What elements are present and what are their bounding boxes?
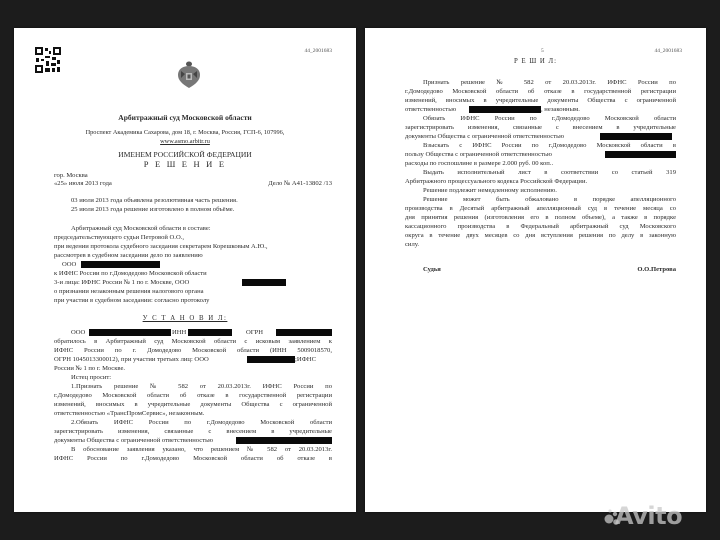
body-line: ИФНС России по г. Домодедово Московской области (ИНН 5009018570, <box>54 347 332 354</box>
decided-heading: Р Е Ш И Л: <box>514 58 557 65</box>
ruling-line: кассационного производства в Федеральный арбитражный суд Московского <box>405 223 676 230</box>
composition-line: о признании незаконным решения налогового органа <box>54 288 204 295</box>
ruling-line: пользу Общества с ограниченной ответственностью <box>405 151 552 158</box>
judge-name: О.О.Петрова <box>637 266 676 273</box>
ruling-line: Решение подлежит немедленному исполнению. <box>423 187 557 194</box>
composition-line: Арбитражный суд Московской области в составе: <box>71 225 211 232</box>
body-line: В обоснование заявления указано, что решением № 582 от 20.03.2013г. <box>71 446 332 453</box>
body-line: 1.Признать решение № 582 от 20.03.2013г. ИФНС России по <box>71 383 332 390</box>
composition-line: при ведении протокола судебного заседания секретарем Корешковым А.Ю., <box>54 243 268 250</box>
redacted-block <box>247 356 295 363</box>
body-line: ИФНС России по г.Домодедово Московской области об отказе в <box>54 455 332 462</box>
body-line: Истец просит: <box>71 374 112 381</box>
page-number: 5 <box>541 48 544 54</box>
decision-date: «25» июля 2013 года <box>54 180 112 187</box>
ruling-line: документы Общества с ограниченной ответственностью <box>405 133 565 140</box>
body-line: зарегистрировать изменения, связанные с внесением в учредительные <box>54 428 332 435</box>
ruling-line: дня принятия решения (изготовления его в полном объеме), а также в порядке <box>405 214 676 221</box>
redacted-block <box>469 106 541 113</box>
document-id: 44_2001683 <box>304 48 332 54</box>
court-address: Проспект Академика Сахарова, дом 18, г. Москва, Россия, ГСП-6, 107996, <box>85 129 285 136</box>
ruling-line: производства в Десятый арбитражный апелляционный суд в течение месяца со <box>405 205 676 212</box>
watermark-text: Avito <box>615 502 683 530</box>
document-title: Р Е Ш Е Н И Е <box>143 159 227 169</box>
redacted-block <box>236 437 332 444</box>
ruling-line: , незаконным. <box>541 106 580 113</box>
ruling-line: г.Домодедово Московской области об отказе в государственной регистрации <box>405 88 676 95</box>
court-website-link[interactable]: www.asmo.arbitr.ru <box>160 138 210 145</box>
composition-line: 3-и лица: ИФНС России № 1 по г. Москве, ООО <box>54 279 190 286</box>
ruling-line: Решение может быть обжаловано в порядке апелляционного <box>423 196 676 203</box>
case-number: Дело № А41-13802 /13 <box>268 180 332 187</box>
body-line: России № 1 по г. Москве. <box>54 365 126 372</box>
composition-line: к ИФНС России по г.Домодедово Московской области <box>54 270 207 277</box>
ruling-line: Признать решение № 582 от 20.03.2013г. ИФНС России по <box>423 79 676 86</box>
redacted-block <box>242 279 286 286</box>
body-line: документы Общества с ограниченной ответственностью <box>54 437 214 444</box>
composition-line: при участии в судебном заседании: согласно протоколу <box>54 297 210 304</box>
operative-part-date: 03 июля 2013 года объявлена резолютивная часть решения. <box>71 197 238 204</box>
document-page-5 <box>365 28 706 512</box>
ruling-line: ответственностью <box>405 106 457 113</box>
body-line: 2.Обязать ИФНС России по г.Домодедово Московской области <box>71 419 332 426</box>
redacted-block <box>600 133 672 140</box>
ruling-line: округа в течение двух месяцев со дня вступления решения по делу в законную <box>405 232 676 239</box>
redacted-block <box>81 261 160 268</box>
ruling-line: Выдать исполнительный лист в соответствии со статьей 319 <box>423 169 676 176</box>
redacted-block <box>276 329 332 336</box>
coat-of-arms-icon <box>176 60 202 90</box>
redacted-block <box>188 329 232 336</box>
ruling-line: силу. <box>405 241 420 248</box>
body-line: ;ИФНС <box>295 356 316 363</box>
in-the-name-heading: ИМЕНЕМ РОССИЙСКОЙ ФЕДЕРАЦИИ <box>118 150 252 159</box>
court-name: Арбитражный суд Московской области <box>118 113 252 122</box>
redacted-block <box>89 329 171 336</box>
qr-code-icon <box>34 46 62 74</box>
composition-line: председательствующего судьи Петровой О.О., <box>54 234 185 241</box>
body-line: ООО <box>71 329 86 336</box>
ruling-line: зарегистрировать изменения, связанные с внесением в учредительные <box>405 124 676 131</box>
city: гор. Москва <box>54 172 88 179</box>
body-line: обратилось в Арбитражный суд Московской области с исковым заявлением к <box>54 338 332 345</box>
ruling-line: Обязать ИФНС России по г.Домодедово Московской области <box>423 115 676 122</box>
ruling-line: расходы по госпошлине в размере 2.000 руб. 00 коп.. <box>405 160 554 167</box>
composition-line: ООО <box>62 261 77 268</box>
ruling-line: изменений, вносимых в учредительные документы Общества с ограниченной <box>405 97 676 104</box>
established-heading: У С Т А Н О В И Л: <box>142 315 228 322</box>
body-line: ответственностью «ТрансПромСервис», незаконным. <box>54 410 205 417</box>
full-text-date: 25 июля 2013 года решение изготовлено в полном объёме. <box>71 206 235 213</box>
body-line: ИНН <box>172 329 187 336</box>
body-line: изменений, вносимых в учредительные документы Общества с ограниченной <box>54 401 332 408</box>
body-line: г.Домодедово Московской области об отказе в государственной регистрации <box>54 392 332 399</box>
signature-label: Судья <box>423 266 441 273</box>
redacted-block <box>605 151 676 158</box>
ruling-line: Взыскать с ИФНС России по г.Домодедово Московской области в <box>423 142 676 149</box>
composition-line: рассмотрев в судебном заседании дело по заявлению <box>54 252 203 259</box>
body-line: ОГРН 1045013300012), при участии третьих лиц: ООО <box>54 356 209 363</box>
ruling-line: Арбитражного процессуального кодекса Российской Федерации. <box>405 178 588 185</box>
body-line: ОГРН <box>246 329 264 336</box>
document-page-1 <box>14 28 356 512</box>
document-id: 44_2001683 <box>654 48 682 54</box>
